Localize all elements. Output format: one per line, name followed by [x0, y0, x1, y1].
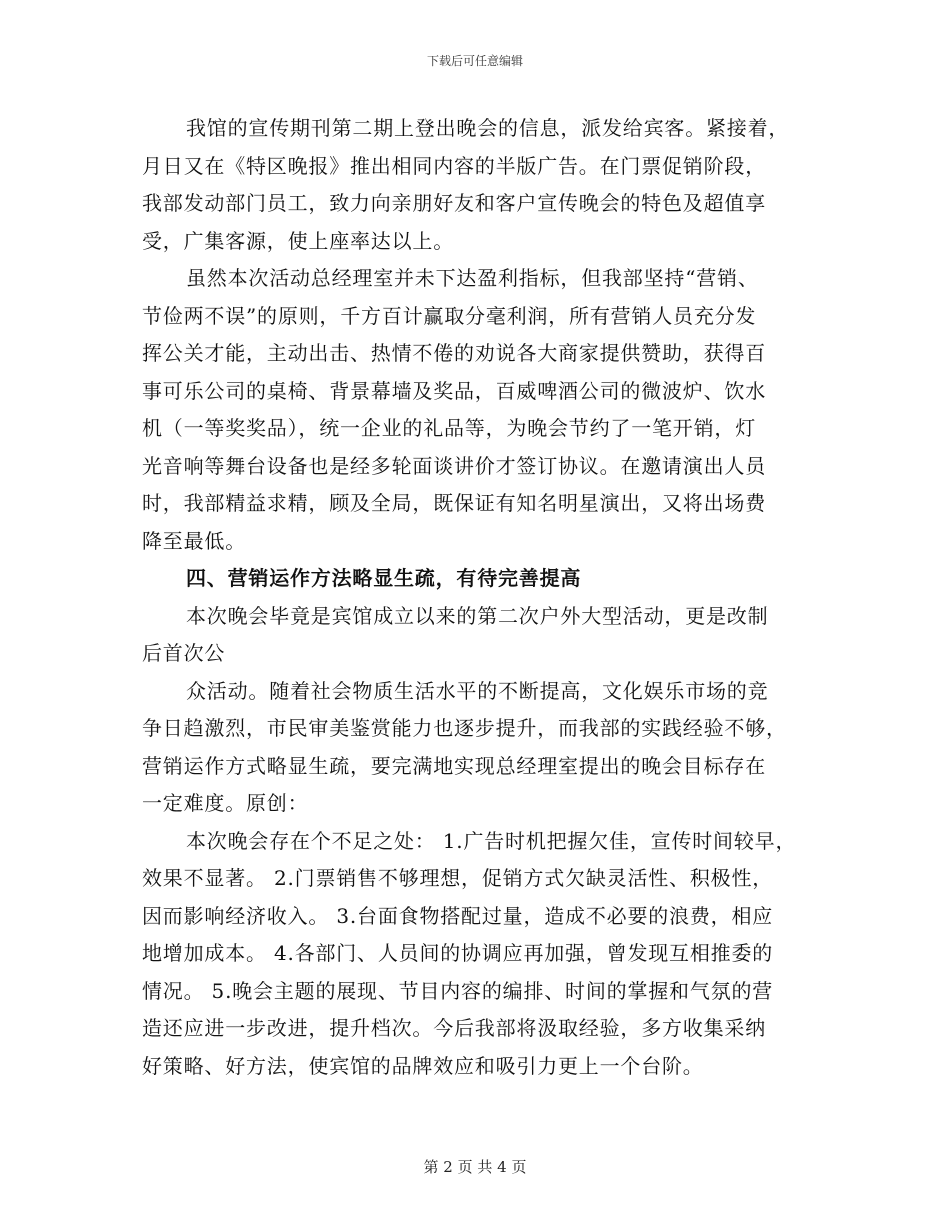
body-line: 造还应进一步改进，提升档次。今后我部将汲取经验，多方收集采纳 — [142, 1016, 766, 1040]
body-line: 营销运作方式略显生疏，要完满地实现总经理室提出的晚会目标存在 — [142, 753, 766, 778]
body-line: 地增加成本。 4.各部门、人员间的协调应再加强，曾发现互相推委的 — [142, 941, 774, 965]
body-line: 本次晚会存在个不足之处： 1.广告时机把握欠佳，宣传时间较早， — [186, 828, 797, 853]
body-line: 受，广集客源，使上座率达以上。 — [142, 228, 454, 253]
page-header: 下载后可任意编辑 — [426, 54, 523, 68]
body-line: 我馆的宣传期刊第二期上登出晚会的信息，派发给宾客。紧接着， — [186, 116, 790, 140]
body-line: 众活动。随着社会物质生活水平的不断提高，文化娱乐市场的竞 — [186, 678, 769, 703]
body-line: 争日趋激烈，市民审美鉴赏能力也逐步提升，而我部的实践经验不够， — [142, 716, 787, 740]
body-line: 效果不显著。 2.门票销售不够理想，促销方式欠缺灵活性、积极性， — [142, 866, 774, 890]
body-line: 情况。 5.晚会主题的展现、节目内容的编排、时间的掌握和气氛的营 — [142, 978, 774, 1003]
body-line: 机（一等奖奖品），统一企业的礼品等，为晚会节约了一笔开销，灯 — [142, 416, 756, 440]
body-line: 一定难度。原创： — [142, 791, 309, 815]
body-line: 虽然本次活动总经理室并未下达盈利指标，但我部坚持“营销、 — [186, 266, 759, 290]
body-line: 降至最低。 — [142, 528, 246, 553]
document-body — [142, 110, 806, 1085]
body-line: 挥公关才能，主动出击、热情不倦的劝说各大商家提供赞助，获得百 — [142, 341, 766, 365]
body-line: 后首次公 — [142, 641, 226, 665]
body-line: 好策略、好方法，使宾馆的品牌效应和吸引力更上一个台阶。 — [142, 1053, 704, 1078]
body-line: 时，我部精益求精，顾及全局，既保证有知名明星演出，又将出场费 — [142, 491, 766, 515]
body-line: 光音响等舞台设备也是经多轮面谈讲价才签订协议。在邀请演出人员 — [142, 453, 766, 478]
body-line: 月日又在《特区晚报》推出相同内容的半版广告。在门票促销阶段， — [142, 153, 766, 178]
body-line: 节俭两不误”的原则，千方百计赢取分毫利润，所有营销人员充分发 — [142, 303, 757, 328]
body-line: 我部发动部门员工，致力向亲朋好友和客户宣传晚会的特色及超值享 — [142, 191, 766, 215]
body-line: 本次晚会毕竟是宾馆成立以来的第二次户外大型活动，更是改制 — [186, 603, 769, 628]
body-line: 事可乐公司的桌椅、背景幕墙及奖品，百威啤酒公司的微波炉、饮水 — [142, 378, 766, 403]
section-heading: 四、营销运作方法略显生疏，有待完善提高 — [186, 566, 582, 590]
body-line: 因而影响经济收入。 3.台面食物搭配过量，造成不必要的浪费，相应 — [142, 903, 774, 928]
page-footer: 第 2 页 共 4 页 — [423, 1158, 527, 1176]
